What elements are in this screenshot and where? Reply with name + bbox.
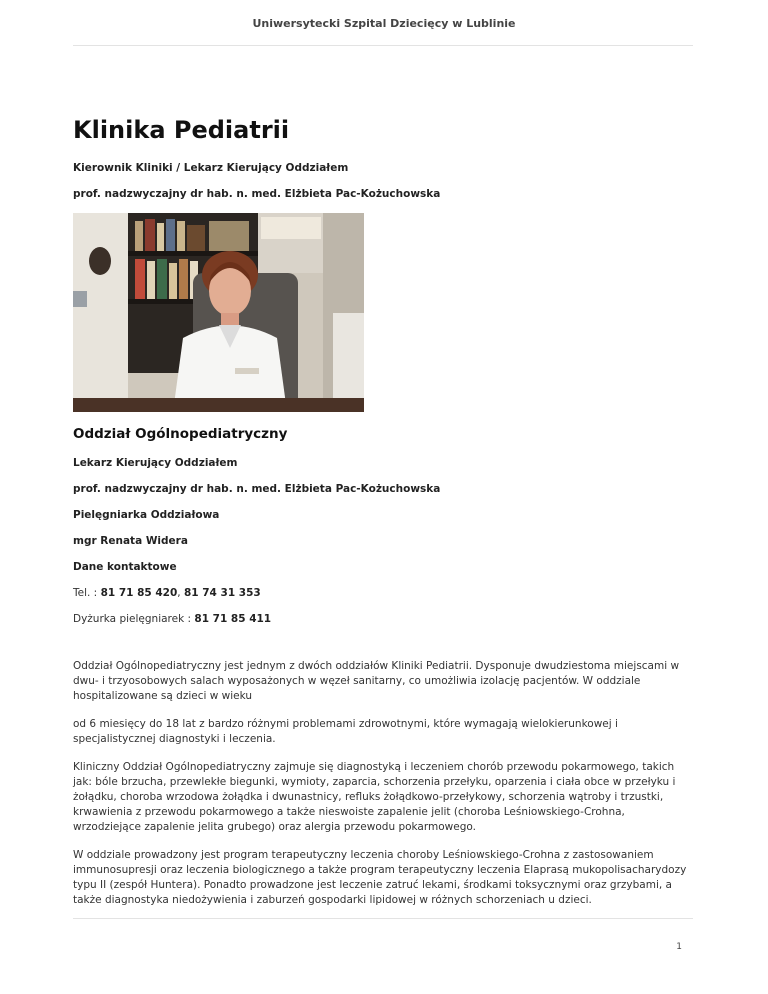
description-paragraph-1: Oddział Ogólnopediatryczny jest jednym z dwóch oddziałów Kliniki Pediatrii. Dysponuje dwudziestoma miejscami w dwu- i trzyosobowych salach wyposażonych w węzeł sanitarny, co umożliwia izolację pacjentów. W oddziale hospitalizowane są dzieci w wieku	[73, 660, 680, 702]
header-divider	[73, 45, 693, 46]
nurse-name: mgr Renata Widera	[73, 535, 188, 547]
footer-divider	[73, 918, 693, 919]
phone-line	[73, 586, 695, 600]
nurse-role: Pielęgniarka Oddziałowa	[73, 509, 220, 521]
nurses-phone-line	[73, 612, 695, 626]
doctor-photo	[73, 213, 364, 412]
nurses-phone-label: Dyżurka pielęgniarek :	[73, 613, 195, 625]
phone-number-2: 81 74 31 353	[183, 587, 261, 599]
department-title: Oddział Ogólnopediatryczny	[73, 426, 288, 442]
description-paragraph-3: Kliniczny Oddział Ogólnopediatryczny zajmuje się diagnostyką i leczeniem chorób przewodu pokarmowego, takich jak: bóle brzucha, przewlekłe biegunki, wymioty, zaparcia, schorzenia przełyku, oparzenia i ciała obce w przełyku i żołądku, choroba wrzodowa żołądka i dwunastnicy, refluks żołądkowo-przełykowy, schorzenia wątroby i trzustki, krwawienia z przewodu pokarmowego a także nieswoiste zapalenie jelit (choroba Leśniowskiego-Crohna, wrzodziejące zapalenie jelita grubego) oraz alergia przewodu pokarmowego.	[73, 761, 676, 833]
page-title: Klinika Pediatrii	[73, 116, 290, 144]
phone-separator: ,	[177, 587, 184, 599]
description-paragraph-4: W oddziale prowadzony jest program terapeutyczny leczenia choroby Leśniowskiego-Crohna z zastosowaniem immunosupresji oraz leczenia biologicznego a także program terapeutyczny leczenia Elaprasą mukopolisacharydozy typu II (zespół Huntera). Ponadto prowadzone jest leczenie zatruć lekami, środkami toksycznymi oraz grzybami, a także diagnostyka niedożywienia i zaburzeń gospodarki lipidowej w różnych schorzeniach u dzieci.	[73, 849, 687, 906]
page-content	[73, 115, 695, 908]
description-paragraph-2: od 6 miesięcy do 18 lat z bardzo różnymi problemami zdrowotnymi, które wymagają wielokierunkowej i specjalistycznej diagnostyki i leczenia.	[73, 718, 618, 745]
department-doctor-role: Lekarz Kierujący Oddziałem	[73, 457, 238, 469]
phone-label: Tel. :	[73, 587, 101, 599]
site-header: Uniwersytecki Szpital Dziecięcy w Lublinie	[252, 17, 516, 30]
clinic-head-name: prof. nadzwyczajny dr hab. n. med. Elżbieta Pac-Kożuchowska	[73, 188, 441, 200]
clinic-head-role: Kierownik Kliniki / Lekarz Kierujący Oddziałem	[73, 162, 349, 174]
contact-heading: Dane kontaktowe	[73, 561, 177, 573]
department-doctor-name: prof. nadzwyczajny dr hab. n. med. Elżbieta Pac-Kożuchowska	[73, 483, 441, 495]
phone-number-1: 81 71 85 420	[100, 587, 178, 599]
nurses-phone-number: 81 71 85 411	[194, 613, 272, 625]
page-number: 1	[676, 942, 682, 952]
